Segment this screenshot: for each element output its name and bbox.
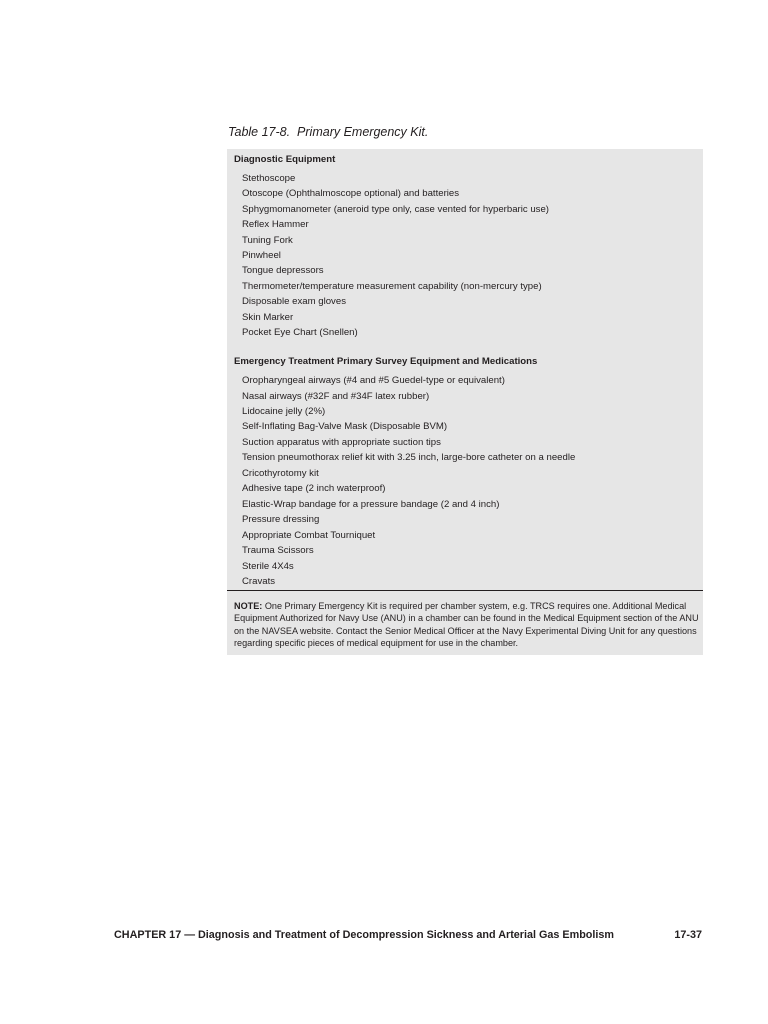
list-item: Tension pneumothorax relief kit with 3.25 inch, large-bore catheter on a needle (242, 452, 576, 464)
list-item: Thermometer/temperature measurement capability (non-mercury type) (242, 280, 542, 292)
list-item: Appropriate Combat Tourniquet (242, 529, 376, 541)
table-caption (228, 125, 428, 139)
list-item: Suction apparatus with appropriate suction tips (242, 436, 441, 448)
list-item: Sphygmomanometer (aneroid type only, case vented for hyperbaric use) (242, 203, 549, 215)
primary-emergency-kit-table (227, 149, 703, 655)
note-label: NOTE: (234, 601, 263, 611)
list-item: Tuning Fork (242, 234, 293, 246)
list-item: Tongue depressors (242, 265, 324, 277)
list-item: Pocket Eye Chart (Snellen) (242, 327, 358, 338)
list-item: Self-Inflating Bag-Valve Mask (Disposable BVM) (242, 421, 448, 433)
list-item: Elastic-Wrap bandage for a pressure bandage (2 and 4 inch) (242, 498, 500, 510)
footer-chapter-title: CHAPTER 17 — Diagnosis and Treatment of Decompression Sickness and Arterial Gas Embolism (114, 929, 614, 941)
note-divider (227, 590, 703, 591)
list-item: Sterile 4X4s (242, 560, 294, 572)
section-heading: Diagnostic Equipment (234, 154, 336, 165)
table-title: Primary Emergency Kit. (297, 125, 429, 139)
list-item: Trauma Scissors (242, 545, 314, 557)
page-number: 17-37 (674, 929, 702, 941)
list-item: Nasal airways (#32F and #34F latex rubber) (242, 390, 430, 402)
list-item: Pinwheel (242, 250, 281, 261)
list-item: Otoscope (Ophthalmoscope optional) and batteries (242, 188, 460, 200)
list-item: Oropharyngeal airways (#4 and #5 Guedel-type or equivalent) (242, 375, 505, 386)
list-item: Reflex Hammer (242, 219, 309, 231)
list-item: Pressure dressing (242, 514, 320, 526)
section-heading: Emergency Treatment Primary Survey Equipment and Medications (234, 356, 538, 367)
list-item: Cravats (242, 576, 276, 587)
list-item: Disposable exam gloves (242, 296, 346, 308)
table-number: Table 17-8. (228, 125, 291, 139)
list-item: Stethoscope (242, 173, 296, 184)
list-item: Adhesive tape (2 inch waterproof) (242, 483, 386, 495)
list-item: Skin Marker (242, 311, 294, 323)
note-text: One Primary Emergency Kit is required per chamber system, e.g. TRCS requires one. Additional Medical Equipment Authorized for Navy Use (ANU) in a chamber can be found in the Medical Equipment section of the ANU on the NAVSEA website. Contact the Senior Medical Officer at the Navy Experimental Diving Unit for any questions regarding specific pieces of medical equipment for use in the chamber. (234, 601, 699, 648)
list-item: Cricothyrotomy kit (242, 467, 319, 479)
table-note (234, 600, 700, 649)
list-item: Lidocaine jelly (2%) (242, 406, 326, 417)
